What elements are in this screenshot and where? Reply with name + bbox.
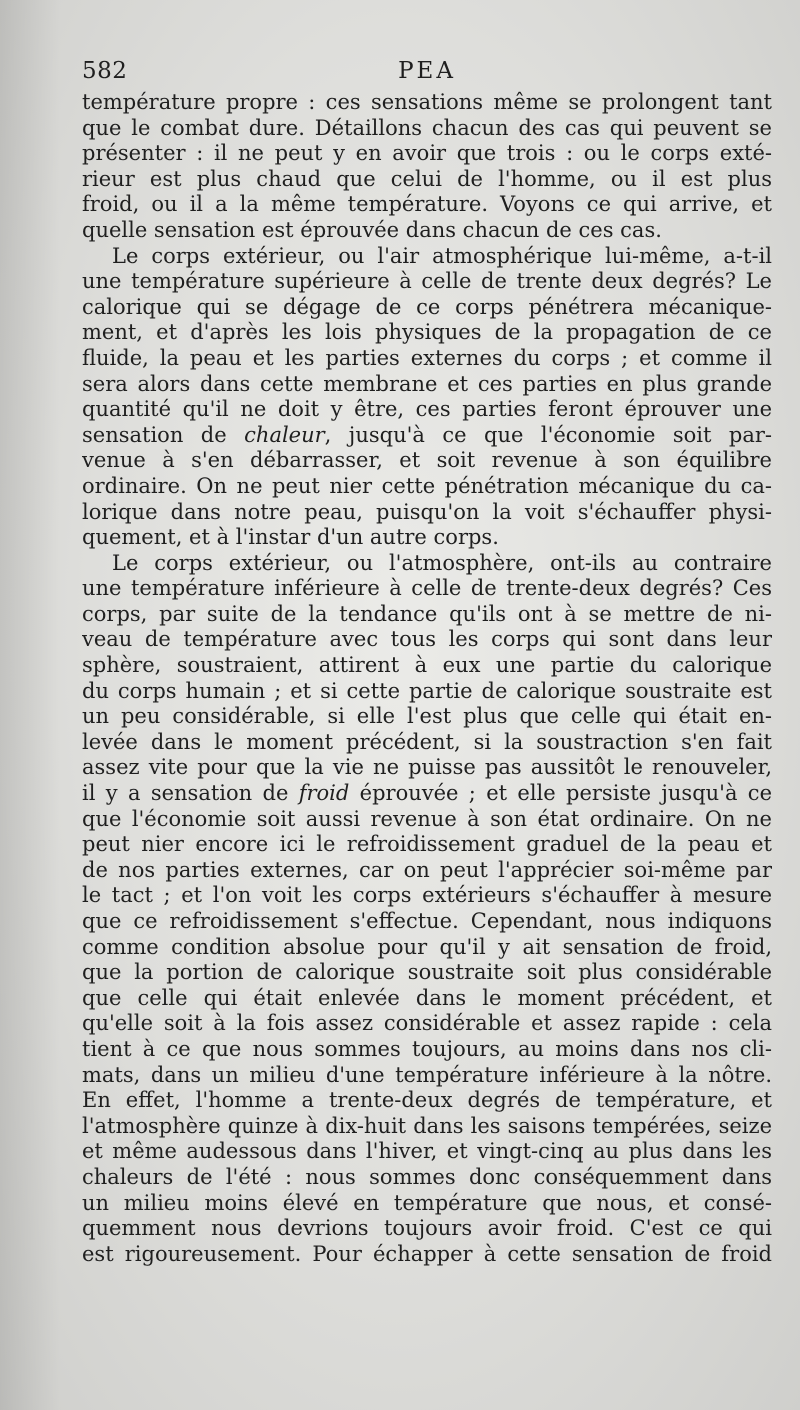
text-line: quelle sensation est éprouvée dans chacun de ces cas.	[82, 217, 662, 242]
text-segment: , jusqu'à ce que l'économie soit par-	[324, 422, 772, 447]
text-line: fluide, la peau et les parties externes du corps ; et comme il	[82, 345, 772, 370]
text-line: que ce refroidissement s'effectue. Cependant, nous indiquons	[82, 909, 772, 933]
text-line: et même audessous dans l'hiver, et vingt-cinq au plus dans les	[82, 1139, 772, 1164]
text-line: du corps humain ; et si cette partie de calorique soustraite est	[82, 678, 772, 703]
text-line: l'atmosphère quinze à dix-huit dans les saisons tempérées, seize	[82, 1113, 772, 1138]
text-line-italic-chaleur	[82, 423, 772, 449]
text-line: assez vite pour que la vie ne puisse pas aussitôt le renouveler,	[82, 755, 772, 780]
text-line: qu'elle soit à la fois assez considérable et assez rapide : cela	[82, 1011, 772, 1036]
text-line: ordinaire. On ne peut nier cette pénétration mécanique du ca-	[82, 473, 772, 498]
text-segment: éprouvée ; et elle persiste jusqu'à ce	[349, 781, 772, 806]
text-line: un milieu moins élevé en température que nous, et consé-	[82, 1190, 772, 1215]
text-line: tient à ce que nous sommes toujours, au moins dans nos cli-	[82, 1036, 772, 1061]
italic-word-chaleur: chaleur	[244, 422, 325, 447]
text-segment: sensation de	[82, 422, 245, 447]
text-line: comme condition absolue pour qu'il y ait sensation de froid,	[82, 934, 772, 959]
text-line: présenter : il ne peut y en avoir que trois : ou le corps exté-	[82, 141, 772, 166]
text-line: quantité qu'il ne doit y être, ces parties feront éprouver une	[82, 397, 772, 422]
text-line-italic-froid	[82, 781, 772, 807]
text-line: venue à s'en débarrasser, et soit revenue à son équilibre	[82, 448, 772, 473]
text-line: le tact ; et l'on voit les corps extérieurs s'échauffer à mesure	[82, 883, 772, 908]
text-line: levée dans le moment précédent, si la soustraction s'en fait	[82, 729, 772, 754]
text-line: que l'économie soit aussi revenue à son état ordinaire. On ne	[82, 806, 772, 831]
text-line: rieur est plus chaud que celui de l'homme, ou il est plus	[82, 166, 772, 191]
text-line: calorique qui se dégage de ce corps pénétrera mécanique-	[82, 294, 772, 319]
text-line: peut nier encore ici le refroidissement graduel de la peau et	[82, 832, 772, 857]
text-line: que le combat dure. Détaillons chacun des cas qui peuvent se	[82, 115, 772, 140]
text-line: lorique dans notre peau, puisqu'on la voit s'échauffer physi-	[82, 499, 772, 524]
body-text	[82, 90, 772, 1267]
text-line: quemment nous devrions toujours avoir froid. C'est ce qui	[82, 1216, 772, 1241]
text-line: froid, ou il a la même température. Voyons ce qui arrive, et	[82, 192, 772, 217]
text-line: ment, et d'après les lois physiques de la propagation de ce	[82, 320, 772, 345]
text-line: En effet, l'homme a trente-deux degrés de température, et	[82, 1088, 772, 1113]
text-line: quement, et à l'instar d'un autre corps.	[82, 525, 499, 550]
text-line: un peu considérable, si elle l'est plus que celle qui était en-	[82, 704, 772, 729]
text-line: une température inférieure à celle de trente-deux degrés? Ces	[82, 576, 772, 601]
text-line: que celle qui était enlevée dans le moment précédent, et	[82, 985, 772, 1010]
text-line: que la portion de calorique soustraite soit plus considérable	[82, 960, 772, 985]
text-line: sphère, soustraient, attirent à eux une partie du calorique	[82, 653, 772, 678]
text-line: est rigoureusement. Pour échapper à cette sensation de froid	[82, 1241, 772, 1266]
text-line: une température supérieure à celle de trente deux degrés? Le	[82, 269, 772, 294]
text-line: température propre : ces sensations même se prolongent tant	[82, 90, 772, 114]
text-line: mats, dans un milieu d'une température inférieure à la nôtre.	[82, 1062, 772, 1087]
page-spine-shadow	[0, 0, 60, 1410]
italic-word-froid: froid	[298, 781, 350, 806]
text-line: veau de température avec tous les corps qui sont dans leur	[82, 627, 772, 652]
text-line: de nos parties externes, car on peut l'apprécier soi-même par	[82, 857, 772, 882]
text-line: chaleurs de l'été : nous sommes donc conséquemment dans	[82, 1164, 772, 1189]
text-line: Le corps extérieur, ou l'atmosphère, ont-ils au contraire	[112, 550, 772, 575]
running-head	[82, 58, 772, 88]
page-number: 582	[82, 58, 128, 84]
text-line: Le corps extérieur, ou l'air atmosphérique lui-même, a-t-il	[112, 243, 772, 268]
running-title: PEA	[398, 58, 456, 84]
text-line: corps, par suite de la tendance qu'ils ont à se mettre de ni-	[82, 601, 772, 626]
text-segment: il y a sensation de	[82, 781, 299, 806]
text-line: sera alors dans cette membrane et ces parties en plus grande	[82, 371, 772, 396]
